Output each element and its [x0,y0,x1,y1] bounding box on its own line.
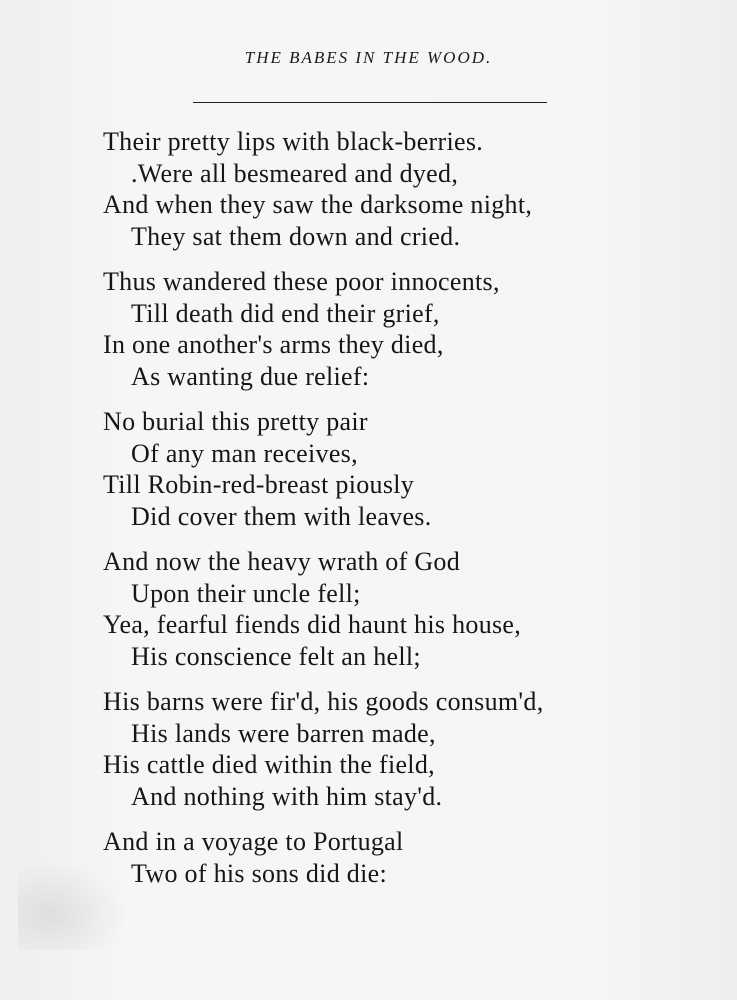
poem-line: Till Robin-red-breast piously [103,470,415,499]
stanza-3 [103,406,703,532]
poem-line: Upon their uncle fell; [131,578,361,608]
poem-line: His conscience felt an hell; [131,641,421,671]
poem-line: And when they saw the darksome night, [103,190,533,219]
running-header: THE BABES IN THE WOOD. [244,48,493,67]
poem-line: And in a voyage to Portugal [103,827,404,856]
poem-line: And now the heavy wrath of God [103,547,461,576]
poem-line: His cattle died within the field, [103,750,435,779]
header-rule [193,102,547,103]
poem [103,126,703,903]
poem-line: Till death did end their grief, [131,298,440,328]
poem-line: His barns were fir'd, his goods consum'd, [103,687,544,716]
poem-line: .Were all besmeared and dyed, [131,158,459,188]
poem-line: His lands were barren made, [131,718,436,748]
poem-line: Of any man receives, [131,438,358,468]
stanza-6 [103,826,703,889]
poem-line: Thus wandered these poor innocents, [103,267,500,296]
poem-line: Their pretty lips with black-berries. [103,127,484,156]
poem-line: And nothing with him stay'd. [131,781,443,811]
poem-line: They sat them down and cried. [131,221,461,251]
poem-line: Yea, fearful fiends did haunt his house, [103,610,522,639]
stanza-4 [103,546,703,672]
stanza-1 [103,126,703,252]
poem-line: As wanting due relief: [131,361,370,391]
stanza-5 [103,686,703,812]
stanza-2 [103,266,703,392]
poem-line: No burial this pretty pair [103,407,368,436]
poem-line: In one another's arms they died, [103,330,444,359]
poem-line: Did cover them with leaves. [131,501,432,531]
poem-line: Two of his sons did die: [131,858,387,888]
